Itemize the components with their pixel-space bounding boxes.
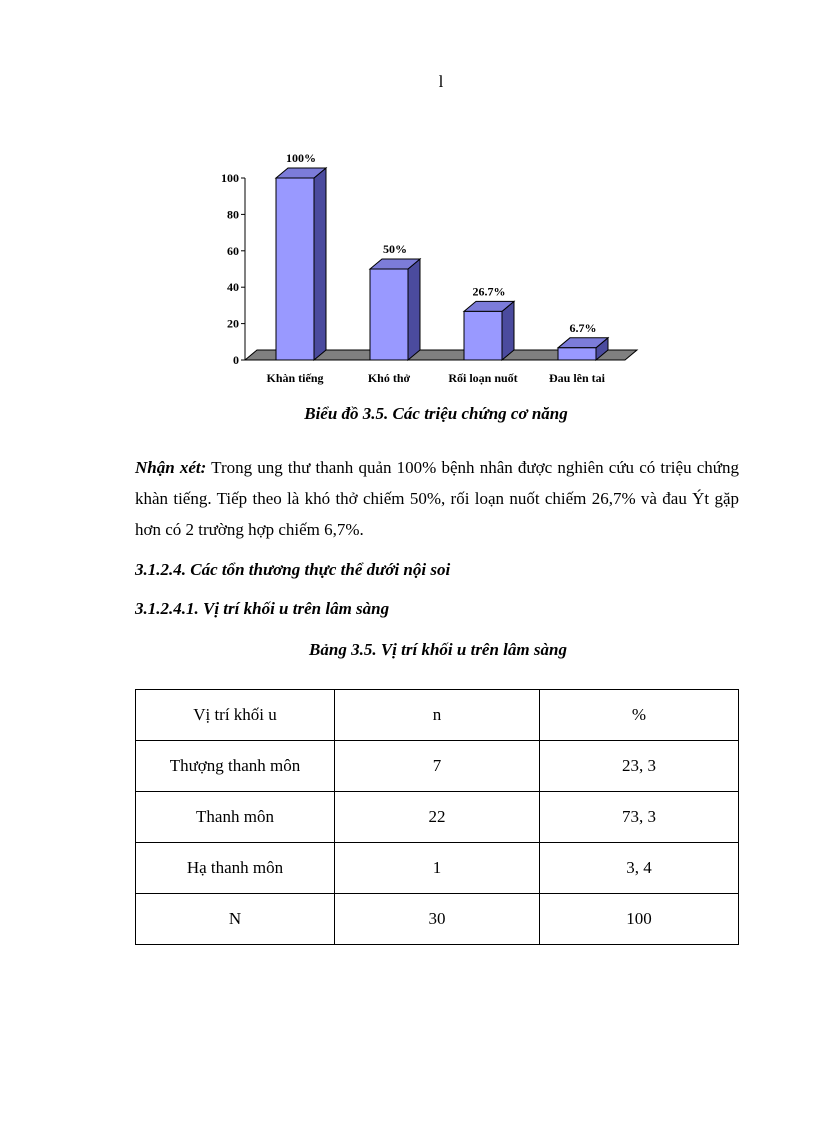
remark-lead: Nhận xét: [135,458,207,477]
tumor-location-table [135,689,739,945]
bar [370,259,420,360]
bar [276,168,326,360]
data-label: 26.7% [472,284,506,299]
bar-front [464,311,502,360]
bar-front [370,269,408,360]
remark-text: Trong ung thư thanh quản 100% bệnh nhân được nghiên cứu có triệu chứng khàn tiếng. Tiếp theo là khó thở chiếm 50%, rối loạn nuốt chiếm 26,7% và đau Ýt gặp hơn có 2 trường hợp chiếm 6,7%. [135,458,739,539]
table-row [136,894,739,945]
x-tick-label: Khàn tiếng [266,371,324,385]
table-cell: 22 [335,792,540,843]
table-cell: 73, 3 [540,792,739,843]
y-tick-label: 60 [227,243,239,258]
table-title: Bảng 3.5. Vị trí khối u trên lâm sàng [309,640,567,659]
x-tick-label: Khó thở [367,371,411,385]
table-cell: 100 [540,894,739,945]
table-row [136,843,739,894]
table-cell: 23, 3 [540,741,739,792]
y-tick-label: 100 [221,171,239,185]
section-heading-3-1-2-4: 3.1.2.4. Các tổn thương thực thể dưới nội soi [135,560,451,579]
table-cell: 1 [335,843,540,894]
table-cell: Hạ thanh môn [136,843,335,894]
y-tick-label: 80 [227,207,239,222]
bar-front [558,348,596,360]
table-row [136,741,739,792]
table-header-row [136,690,739,741]
bar [558,338,608,360]
x-tick-label: Rối loạn nuốt [448,371,518,385]
bar-front [276,178,314,360]
y-tick-label: 0 [233,353,239,367]
data-label: 6.7% [569,320,597,335]
bar-side [314,168,326,360]
data-label: 100% [286,151,316,165]
header-cell: Vị trí khối u [136,690,335,741]
table-cell: 7 [335,741,540,792]
chart-caption: Biểu đồ 3.5. Các triệu chứng cơ năng [304,404,568,423]
data-label: 50% [383,242,407,256]
remark-paragraph [135,452,739,545]
table-cell: N [136,894,335,945]
section-heading-3-1-2-4-1: 3.1.2.4.1. Vị trí khối u trên lâm sàng [135,599,390,618]
bar [464,301,514,360]
table-cell: Thanh môn [136,792,335,843]
table-row [136,792,739,843]
table-cell: 30 [335,894,540,945]
header-cell: n [335,690,540,741]
table-cell: 3, 4 [540,843,739,894]
page-number: l [438,72,444,91]
bar-side [408,259,420,360]
bar-chart [215,150,645,390]
x-tick-label: Đau lên tai [548,371,606,385]
header-cell: % [540,690,739,741]
y-tick-label: 20 [227,316,239,331]
table-cell: Thượng thanh môn [136,741,335,792]
y-tick-label: 40 [227,280,239,295]
